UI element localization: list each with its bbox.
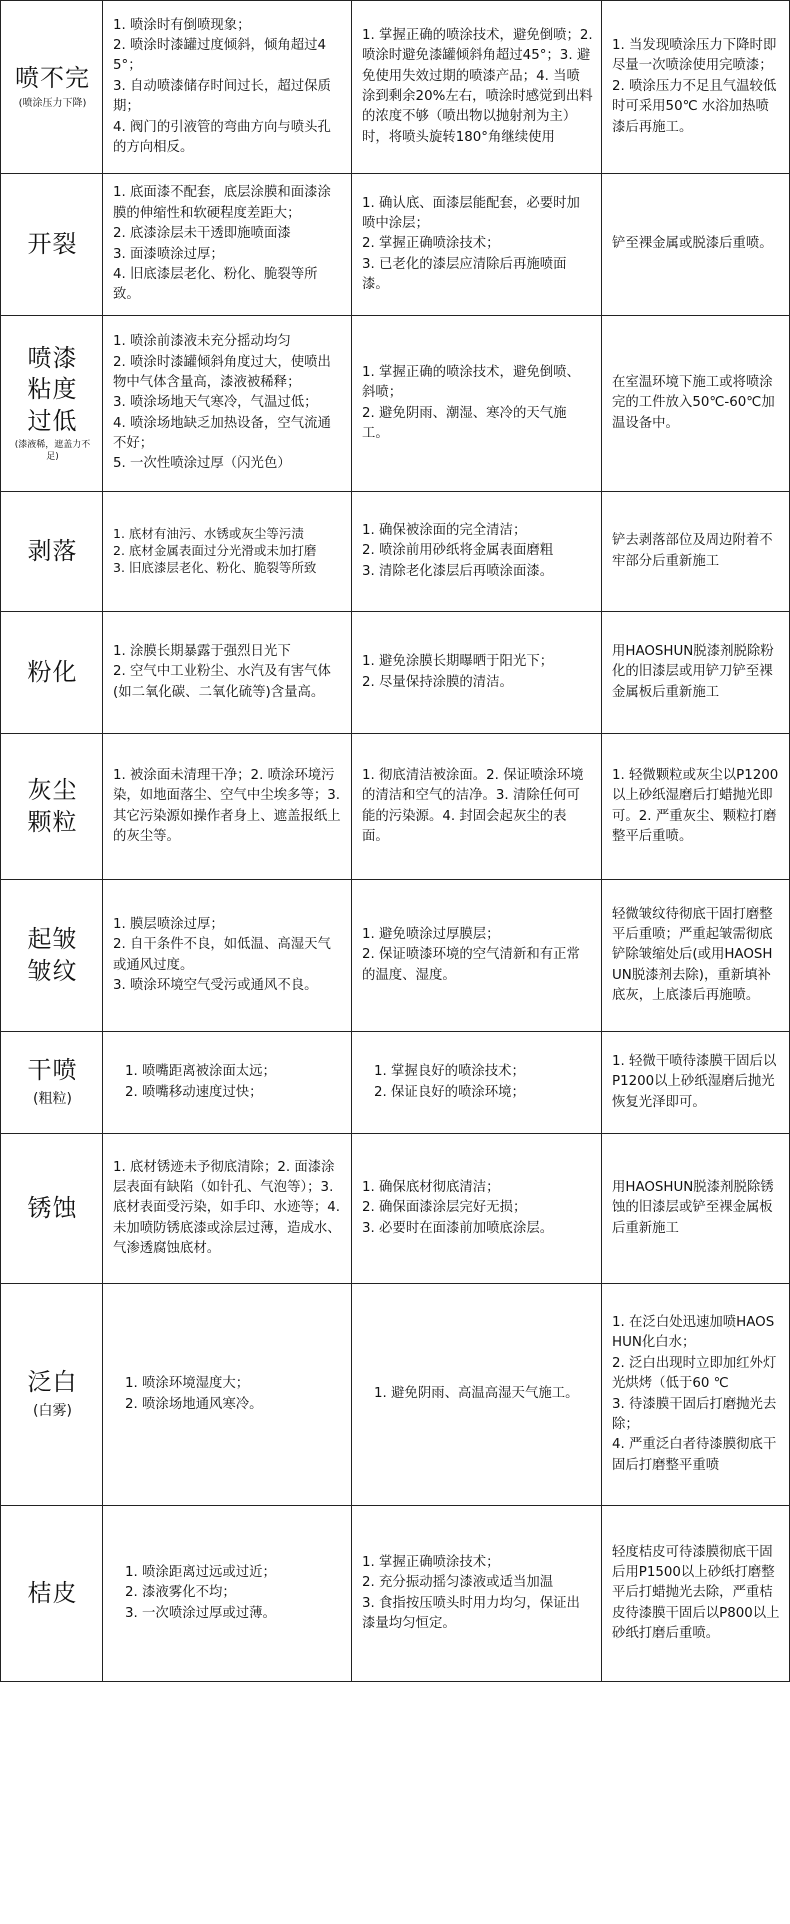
prevention-item: 2. 喷涂前用砂纸将金属表面磨粗 (362, 543, 554, 559)
defect-name: 泛白 (27, 1368, 78, 1397)
defect-name-cell (1, 316, 103, 492)
cause-item: 2. 漆液雾化不均； (125, 1585, 236, 1601)
cause-item: 3. 喷涂场地天气寒冷，气温过低； (113, 395, 318, 411)
prevention-cell (352, 1134, 602, 1284)
defect-name: 开裂 (27, 229, 78, 258)
cause-item: 2. 喷涂场地通风寒冷。 (125, 1396, 263, 1412)
prevention-item: 3. 必要时在面漆前加喷底涂层。 (362, 1220, 554, 1236)
remedy-item: 1. 在泛白处迅速加喷HAOSHUN化白水； (612, 1315, 775, 1351)
prevention-item: 1. 确保被涂面的完全清洁； (362, 522, 527, 538)
causes-cell (103, 1284, 352, 1506)
defect-subtitle: (白雾) (33, 1403, 72, 1420)
defect-name: 喷漆粘度过低 (27, 344, 78, 435)
remedy-text: 1. 轻微颗粒或灰尘以P1200以上砂纸湿磨后打蜡抛光即可。2. 严重灰尘、颗粒打磨整平后重喷。 (612, 767, 779, 844)
prevention-cell (352, 1, 602, 174)
table-row (1, 1284, 790, 1506)
cause-item: 2. 底材金属表面过分光滑或未加打磨 (113, 543, 317, 559)
table-row (1, 492, 790, 612)
prevention-item: 2. 确保面漆涂层完好无损； (362, 1200, 527, 1216)
defect-name: 灰尘颗粒 (27, 776, 78, 836)
causes-cell (103, 174, 352, 316)
prevention-item: 1. 避免阴雨、高温高湿天气施工。 (374, 1386, 579, 1402)
defect-name: 干喷 (27, 1056, 78, 1085)
cause-item: 2. 喷嘴移动速度过快； (125, 1084, 263, 1100)
cause-item: 4. 喷涂场地缺乏加热设备，空气流通不好； (113, 415, 331, 452)
remedy-cell (602, 612, 790, 734)
cause-item: 1. 喷嘴距离被涂面太远； (125, 1064, 276, 1080)
defect-name-cell (1, 1506, 103, 1682)
prevention-item: 1. 确认底、面漆层能配套，必要时加喷中涂层； (362, 195, 580, 231)
table-row (1, 734, 790, 880)
cause-item: 3. 旧底漆层老化、粉化、脆裂等所致 (113, 559, 317, 575)
prevention-item: 2. 保证喷漆环境的空气清新和有正常的温度、湿度。 (362, 947, 580, 983)
defect-name-cell (1, 1284, 103, 1506)
defect-name-cell (1, 492, 103, 612)
prevention-cell (352, 734, 602, 880)
defect-name: 锈蚀 (27, 1193, 78, 1222)
defect-name: 剥落 (27, 536, 78, 565)
prevention-item: 3. 已老化的漆层应清除后再施喷面漆。 (362, 256, 567, 293)
cause-item: 3. 喷涂环境空气受污或通风不良。 (113, 977, 318, 993)
causes-cell (103, 1, 352, 174)
cause-item: 3. 一次喷涂过厚或过薄。 (125, 1605, 276, 1621)
prevention-cell (352, 316, 602, 492)
cause-item: 2. 喷涂时漆罐倾斜角度过大，使喷出物中气体含量高，漆液被稀释； (113, 354, 331, 390)
remedy-text: 轻微皱纹待彻底干固打磨整平后重喷；严重起皱需彻底铲除皱缩处后(或用HAOSHUN脱漆剂去除)，重新填补底灰，上底漆后再施喷。 (612, 906, 773, 1004)
remedy-item: 铲至裸金属或脱漆后重喷。 (612, 236, 773, 252)
causes-cell (103, 612, 352, 734)
prevention-item: 1. 确保底材彻底清洁； (362, 1179, 500, 1195)
remedy-cell (602, 1, 790, 174)
prevention-cell (352, 1506, 602, 1682)
remedy-item: 2. 喷涂压力不足且气温较低时可采用50℃ 水浴加热喷漆后再施工。 (612, 78, 777, 135)
table-row (1, 880, 790, 1032)
cause-item: 2. 自干条件不良，如低温、高湿天气或通风过度。 (113, 937, 331, 973)
prevention-text: 1. 掌握正确的喷涂技术，避免倒喷；2. 喷涂时避免漆罐倾斜角超过45°；3. 避免使用失效过期的喷漆产品；4. 当喷涂到剩余20%左右，喷涂时感觉到出料的浓度不够（喷出物以抛射剂为主）时，将喷头旋转180°角继续使用 (362, 27, 593, 145)
defect-name-cell (1, 174, 103, 316)
table-row (1, 316, 790, 492)
remedy-item: 1. 当发现喷涂压力下降时即尽量一次喷涂使用完喷漆； (612, 38, 777, 74)
cause-item: 1. 喷涂前漆液未充分摇动均匀 (113, 334, 291, 350)
prevention-item: 2. 尽量保持涂膜的清洁。 (362, 674, 513, 690)
prevention-item: 1. 避免涂膜长期曝晒于阳光下； (362, 654, 554, 670)
cause-item: 4. 阀门的引液管的弯曲方向与喷头孔的方向相反。 (113, 119, 331, 155)
prevention-item: 3. 清除老化漆层后再喷涂面漆。 (362, 563, 554, 579)
defect-name-cell (1, 880, 103, 1032)
remedy-item: 用HAOSHUN脱漆剂脱除锈蚀的旧漆层或铲至裸金属板后重新施工 (612, 1179, 774, 1236)
remedy-cell (602, 1284, 790, 1506)
defect-name: 起皱皱纹 (27, 925, 78, 985)
prevention-cell (352, 174, 602, 316)
remedy-cell (602, 492, 790, 612)
table-row (1, 1134, 790, 1284)
defect-name-cell (1, 1, 103, 174)
remedy-cell (602, 1032, 790, 1134)
prevention-item: 1. 掌握良好的喷涂技术； (374, 1064, 525, 1080)
causes-cell (103, 880, 352, 1032)
prevention-item: 3. 食指按压喷头时用力均匀，保证出漆量均匀恒定。 (362, 1595, 580, 1631)
cause-item: 1. 膜层喷涂过厚； (113, 916, 224, 932)
causes-text: 1. 底材锈迹未予彻底清除；2. 面漆涂层表面有缺陷（如针孔、气泡等）；3. 底材表面受污染，如手印、水迹等；4. 未加喷防锈底漆或涂层过薄，造成水、气渗透腐蚀底材。 (113, 1159, 341, 1257)
remedy-cell (602, 734, 790, 880)
cause-item: 2. 喷涂时漆罐过度倾斜，倾角超过45°； (113, 38, 327, 74)
remedy-item: 1. 轻微干喷待漆膜干固后以P1200以上砂纸湿磨后抛光恢复光泽即可。 (612, 1053, 777, 1110)
prevention-item: 1. 掌握正确喷涂技术； (362, 1554, 500, 1570)
remedy-cell (602, 1134, 790, 1284)
causes-cell (103, 1032, 352, 1134)
cause-item: 1. 底材有油污、水锈或灰尘等污渍 (113, 526, 304, 542)
prevention-item: 1. 避免喷涂过厚膜层； (362, 926, 500, 942)
causes-cell (103, 734, 352, 880)
cause-item: 1. 喷涂距离过远或过近； (125, 1564, 276, 1580)
prevention-item: 2. 避免阴雨、潮湿、寒冷的天气施工。 (362, 405, 567, 441)
prevention-cell (352, 880, 602, 1032)
remedy-item: 铲去剥落部位及周边附着不牢部分后重新施工 (612, 533, 773, 569)
prevention-cell (352, 1032, 602, 1134)
prevention-item: 2. 充分振动摇匀漆液或适当加温 (362, 1575, 554, 1591)
remedy-item: 3. 待漆膜干固后打磨抛光去除； (612, 1396, 777, 1432)
defect-subtitle: (粗粒) (33, 1091, 72, 1108)
remedy-cell (602, 316, 790, 492)
cause-item: 1. 底面漆不配套，底层涂膜和面漆涂膜的伸缩性和软硬程度差距大； (113, 185, 331, 221)
prevention-text: 1. 彻底清洁被涂面。2. 保证喷涂环境的清洁和空气的洁净。3. 清除任何可能的污染源。4. 封固会起灰尘的表面。 (362, 767, 584, 844)
remedy-item: 在室温环境下施工或将喷涂完的工件放入50℃-60℃加温设备中。 (612, 374, 775, 431)
remedy-cell (602, 880, 790, 1032)
cause-item: 1. 涂膜长期暴露于强烈日光下 (113, 643, 291, 659)
remedy-cell (602, 174, 790, 316)
table-row (1, 1032, 790, 1134)
defect-subtitle: (喷涂压力下降) (18, 97, 87, 109)
prevention-cell (352, 1284, 602, 1506)
cause-item: 3. 面漆喷涂过厚； (113, 246, 224, 262)
defect-name: 桔皮 (27, 1578, 78, 1607)
defect-name-cell (1, 612, 103, 734)
cause-item: 4. 旧底漆层老化、粉化、脆裂等所致。 (113, 266, 318, 303)
prevention-item: 1. 掌握正确的喷涂技术，避免倒喷、斜喷； (362, 364, 580, 401)
prevention-item: 2. 保证良好的喷涂环境； (374, 1084, 525, 1100)
prevention-cell (352, 612, 602, 734)
causes-cell (103, 1134, 352, 1284)
table-row (1, 1506, 790, 1682)
remedy-item: 2. 泛白出现时立即加红外灯光烘烤（低于60 ℃ (612, 1355, 777, 1392)
cause-item: 2. 底漆涂层未干透即施喷面漆 (113, 226, 291, 242)
cause-item: 3. 自动喷漆储存时间过长，超过保质期； (113, 78, 331, 115)
table-row (1, 1, 790, 174)
cause-item: 1. 喷涂环境湿度大； (125, 1376, 250, 1392)
remedy-text: 轻度桔皮可待漆膜彻底干固后用P1500以上砂纸打磨整平后打蜡抛光去除，严重桔皮待漆膜干固后以P800以上砂纸打磨后重喷。 (612, 1544, 780, 1642)
remedy-item: 4. 严重泛白者待漆膜彻底干固后打磨整平重喷 (612, 1437, 777, 1473)
remedy-item: 用HAOSHUN脱漆剂脱除粉化的旧漆层或用铲刀铲至裸金属板后重新施工 (612, 643, 774, 700)
cause-item: 1. 喷涂时有倒喷现象； (113, 17, 251, 33)
remedy-cell (602, 1506, 790, 1682)
causes-text: 1. 被涂面未清理干净；2. 喷涂环境污染，如地面落尘、空气中尘埃多等；3. 其它污染源如操作者身上、遮盖报纸上的灰尘等。 (113, 767, 341, 844)
defect-name: 喷不完 (15, 64, 90, 93)
defect-name-cell (1, 1032, 103, 1134)
causes-cell (103, 492, 352, 612)
defect-name-cell (1, 734, 103, 880)
table-row (1, 174, 790, 316)
defect-subtitle: (漆液稀，遮盖力不足) (14, 439, 91, 463)
table-row (1, 612, 790, 734)
causes-cell (103, 316, 352, 492)
causes-cell (103, 1506, 352, 1682)
cause-item: 5. 一次性喷涂过厚（闪光色） (113, 456, 291, 472)
defect-name: 粉化 (27, 657, 78, 686)
cause-item: 2. 空气中工业粉尘、水汽及有害气体(如二氧化碳、二氧化硫等)含量高。 (113, 664, 331, 700)
prevention-item: 2. 掌握正确喷涂技术； (362, 236, 500, 252)
prevention-cell (352, 492, 602, 612)
defect-name-cell (1, 1134, 103, 1284)
